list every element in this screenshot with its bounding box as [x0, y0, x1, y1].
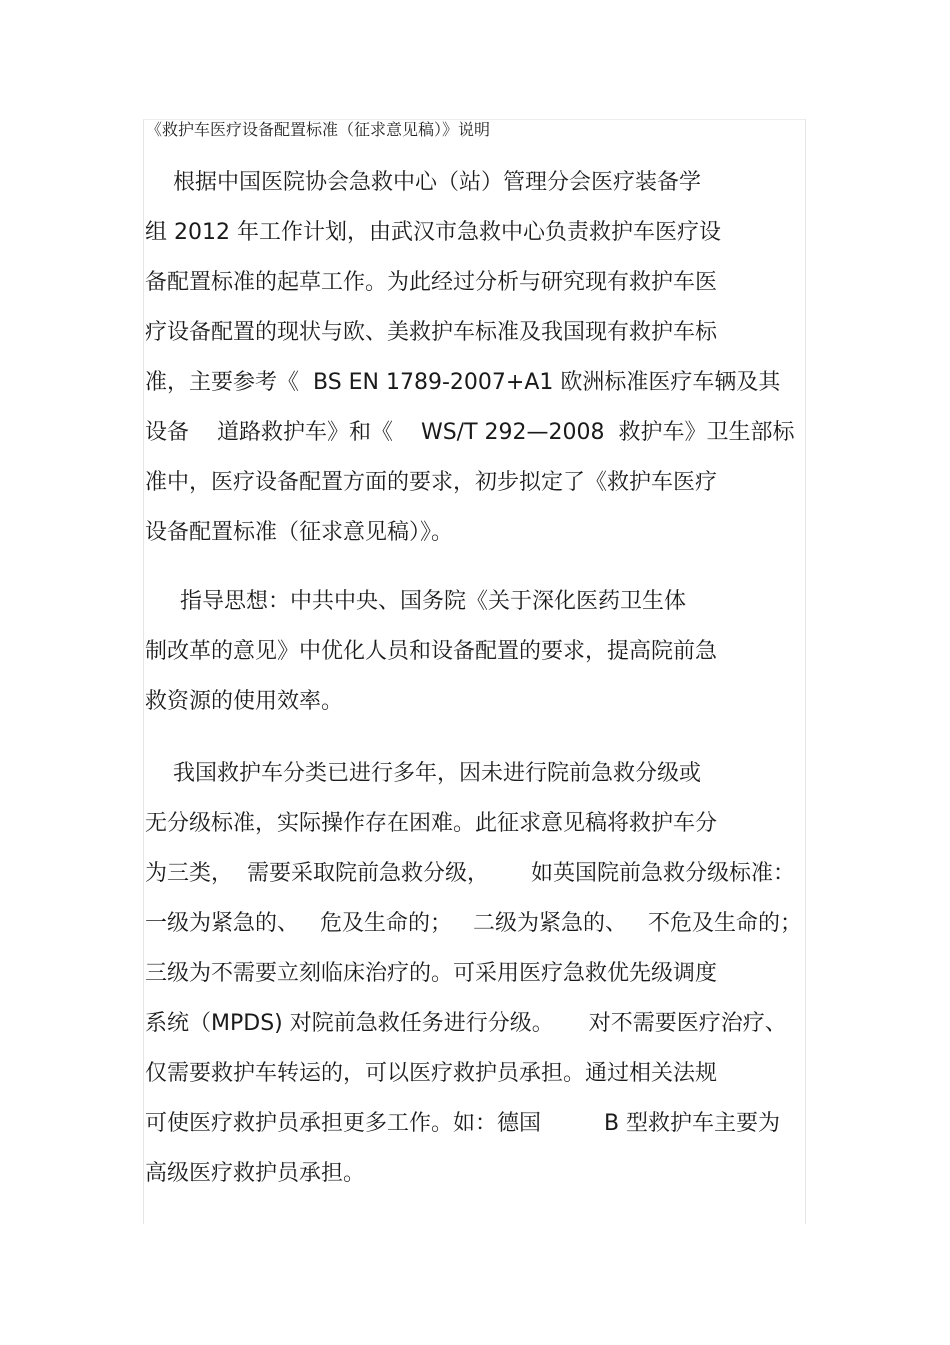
text-line: 三级为不需要立刻临床治疗的。可采用医疗急救优先级调度 [145, 961, 718, 986]
text-line: 组 2012 年工作计划，由武汉市急救中心负责救护车医疗设 [145, 220, 721, 245]
text-line: 可使医疗救护员承担更多工作。如：德国 B 型救护车主要为 [145, 1111, 781, 1136]
text-line: 我国救护车分类已进行多年，因未进行院前急救分级或 [145, 761, 701, 786]
text-line: 备配置标准的起草工作。为此经过分析与研究现有救护车医 [145, 270, 718, 295]
text-line: 疗设备配置的现状与欧、美救护车标准及我国现有救护车标 [145, 320, 718, 345]
paragraph-background [145, 158, 805, 558]
paragraph-classification [145, 749, 805, 1199]
text-line: 设备配置标准（征求意见稿）》。 [145, 520, 454, 545]
text-line: 准，主要参考《 BS EN 1789-2007+A1 欧洲标准医疗车辆及其 [145, 370, 781, 395]
text-line: 无分级标准，实际操作存在困难。此征求意见稿将救护车分 [145, 811, 718, 836]
text-line: 高级医疗救护员承担。 [145, 1161, 366, 1186]
text-line: 制改革的意见》中优化人员和设备配置的要求，提高院前急 [145, 639, 718, 664]
text-line: 根据中国医院协会急救中心（站）管理分会医疗装备学 [145, 170, 701, 195]
paragraph-guiding-idea [145, 577, 805, 727]
text-line: 准中，医疗设备配置方面的要求，初步拟定了《救护车医疗 [145, 470, 718, 495]
text-line: 为三类， 需要采取院前急救分级， 如英国院前急救分级标准： [145, 861, 795, 886]
text-line: 一级为紧急的、 危及生命的； 二级为紧急的、 不危及生命的； [145, 911, 802, 936]
text-line: 指导思想：中共中央、国务院《关于深化医药卫生体 [145, 589, 686, 614]
text-line: 系统（MPDS) 对院前急救任务进行分级。 对不需要医疗治疗、 [145, 1011, 787, 1036]
text-line: 设备 道路救护车》和《 WS/T 292—2008 救护车》卫生部标 [145, 420, 795, 445]
text-line: 救资源的使用效率。 [145, 689, 344, 714]
text-line: 仅需要救护车转运的，可以医疗救护员承担。通过相关法规 [145, 1061, 718, 1086]
document-title: 《救护车医疗设备配置标准（征求意见稿）》说明 [146, 120, 491, 139]
